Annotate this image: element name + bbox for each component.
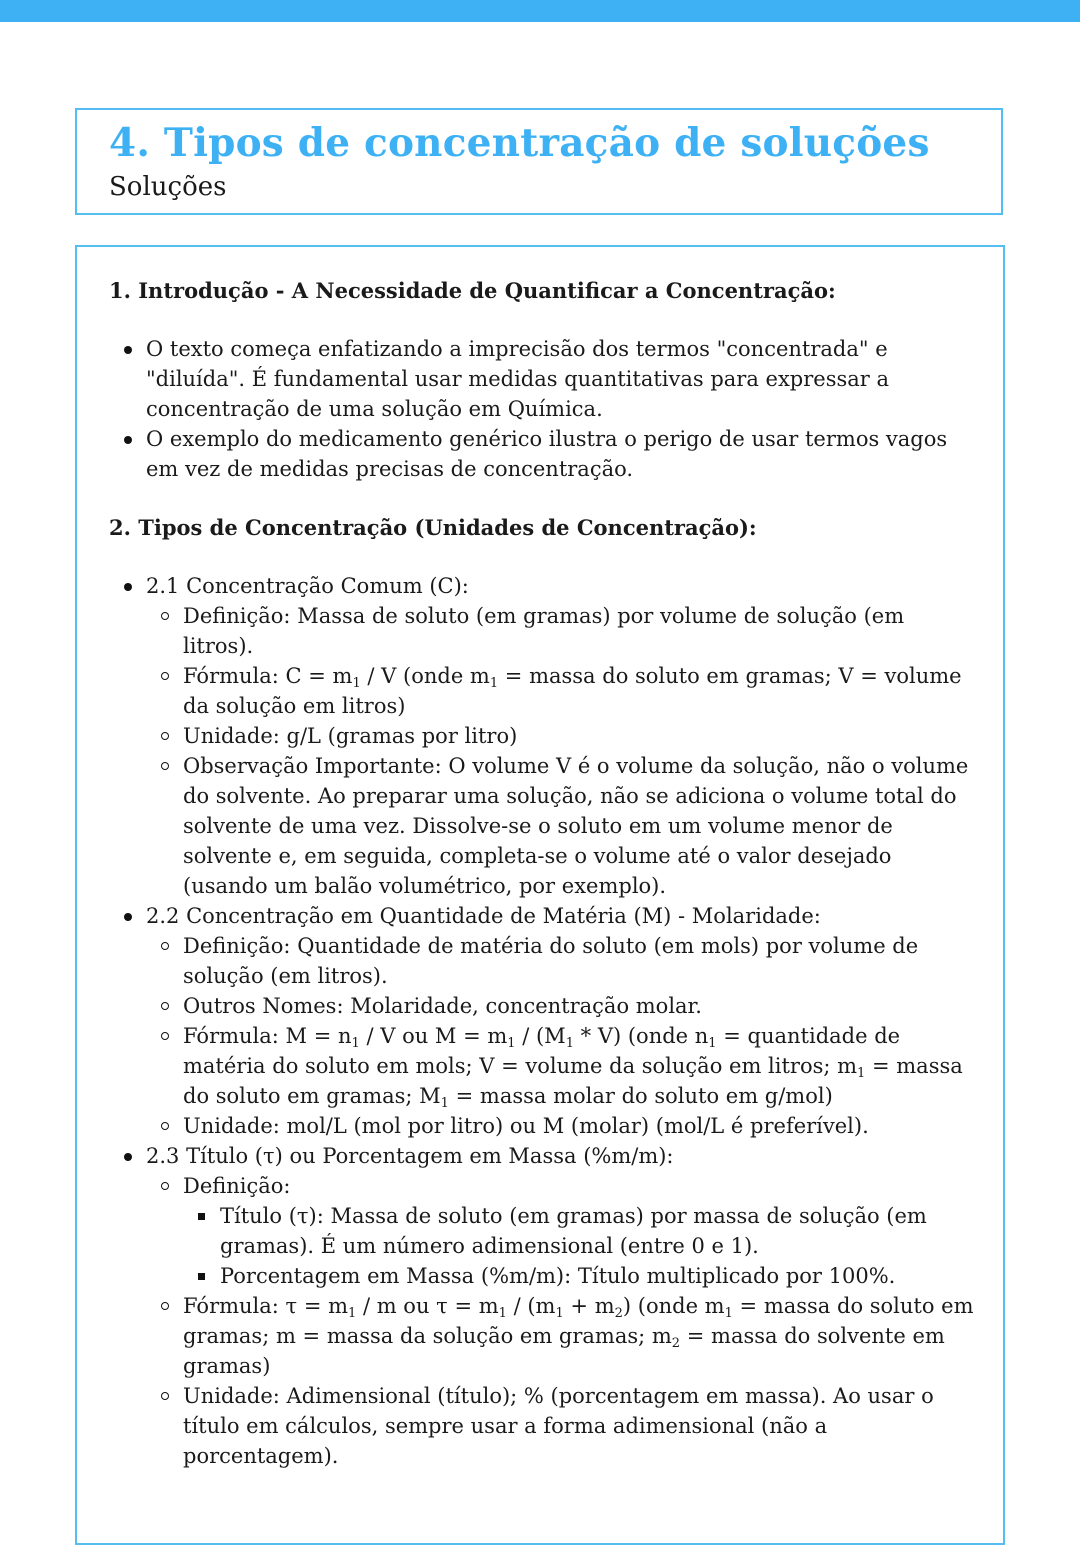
top-accent-bar — [0, 0, 1080, 22]
titulo-item — [109, 1141, 979, 1471]
formula-item — [146, 661, 979, 721]
subscript: 1 — [724, 1306, 733, 1321]
definicao-sublist — [183, 1201, 979, 1291]
list-item: Unidade: mol/L (mol por litro) ou M (molar) (mol/L é preferível). — [146, 1111, 979, 1141]
concentracao-comum-item — [109, 571, 979, 901]
title-box — [75, 108, 1003, 215]
formula-text: ) (onde m — [622, 1294, 725, 1318]
formula-text: Fórmula: C = m — [183, 664, 353, 688]
formula-text: = massa do solvente em gramas) — [183, 1324, 945, 1378]
list-item: Unidade: g/L (gramas por litro) — [146, 721, 979, 751]
formula-item — [146, 1021, 979, 1111]
formula-text: = massa do soluto em gramas; m = massa da solução em gramas; m — [183, 1294, 974, 1348]
definicao-label: Definição: — [183, 1174, 291, 1198]
formula-text: * V) (onde n — [573, 1024, 709, 1048]
subscript: 1 — [348, 1306, 357, 1321]
subscript: 1 — [507, 1036, 516, 1051]
section-1-list — [109, 334, 979, 484]
formula-text: / m ou τ = m — [356, 1294, 499, 1318]
list-item: Título (τ): Massa de soluto (em gramas) por massa de solução (em gramas). É um número adimensional (entre 0 e 1). — [183, 1201, 979, 1261]
subscript: 1 — [555, 1306, 564, 1321]
formula-text: = massa do soluto em gramas; V = volume da solução em litros) — [183, 664, 962, 718]
list-item: O exemplo do medicamento genérico ilustra o perigo de usar termos vagos em vez de medidas precisas de concentração. — [109, 424, 979, 484]
subscript: 1 — [351, 1036, 360, 1051]
subscript: 2 — [614, 1306, 623, 1321]
titulo-sublist — [146, 1171, 979, 1471]
definicao-item — [146, 1171, 979, 1291]
formula-text: / (m — [506, 1294, 556, 1318]
subscript: 1 — [498, 1306, 507, 1321]
list-item: Unidade: Adimensional (título); % (porcentagem em massa). Ao usar o título em cálculos, sempre usar a forma adimensional (não a porcentagem). — [146, 1381, 979, 1471]
subscript: 1 — [565, 1036, 574, 1051]
molaridade-sublist — [146, 931, 979, 1141]
molaridade-label: 2.2 Concentração em Quantidade de Matéria (M) - Molaridade: — [146, 904, 821, 928]
content-body — [109, 276, 979, 1500]
formula-text: Fórmula: M = n — [183, 1024, 352, 1048]
subscript: 1 — [440, 1096, 449, 1111]
formula-text: / V ou M = m — [359, 1024, 508, 1048]
formula-text: / V (onde m — [360, 664, 490, 688]
content-box — [75, 245, 1005, 1545]
list-item: Observação Importante: O volume V é o volume da solução, não o volume do solvente. Ao preparar uma solução, não se adiciona o volume total do solvente de uma vez. Dissolve-se o soluto em um volume menor de solvente e, em seguida, completa-se o volume até o valor desejado (usando um balão volumétrico, por exemplo). — [146, 751, 979, 901]
subscript: 1 — [857, 1066, 866, 1081]
subscript: 2 — [671, 1336, 681, 1351]
subscript: 1 — [489, 676, 499, 691]
formula-text: = massa do soluto em gramas; M — [183, 1054, 963, 1108]
formula-text: + m — [563, 1294, 615, 1318]
formula-text: = massa molar do soluto em g/mol) — [448, 1084, 833, 1108]
formula-text: Fórmula: τ = m — [183, 1294, 349, 1318]
formula-text: = quantidade de matéria do soluto em mols; V = volume da solução em litros; m — [183, 1024, 901, 1078]
page-title: 4. Tipos de concentração de soluções — [109, 120, 930, 166]
titulo-label: 2.3 Título (τ) ou Porcentagem em Massa (%m/m): — [146, 1144, 674, 1168]
list-item: O texto começa enfatizando a imprecisão dos termos "concentrada" e "diluída". É fundamental usar medidas quantitativas para expressar a concentração de uma solução em Química. — [109, 334, 979, 424]
subscript: 1 — [352, 676, 361, 691]
list-item: Porcentagem em Massa (%m/m): Título multiplicado por 100%. — [183, 1261, 979, 1291]
section-2-list — [109, 571, 979, 1471]
formula-item — [146, 1291, 979, 1381]
concentracao-comum-sublist — [146, 601, 979, 901]
formula-text: / (M — [515, 1024, 566, 1048]
list-item: Outros Nomes: Molaridade, concentração molar. — [146, 991, 979, 1021]
molaridade-item — [109, 901, 979, 1141]
list-item: Definição: Quantidade de matéria do soluto (em mols) por volume de solução (em litros). — [146, 931, 979, 991]
subscript: 1 — [708, 1036, 717, 1051]
section-2-heading: 2. Tipos de Concentração (Unidades de Concentração): — [109, 515, 757, 540]
list-item: Definição: Massa de soluto (em gramas) por volume de solução (em litros). — [146, 601, 979, 661]
section-1-heading: 1. Introdução - A Necessidade de Quantificar a Concentração: — [109, 278, 836, 303]
page-subtitle: Soluções — [109, 172, 227, 202]
concentracao-comum-label: 2.1 Concentração Comum (C): — [146, 574, 469, 598]
